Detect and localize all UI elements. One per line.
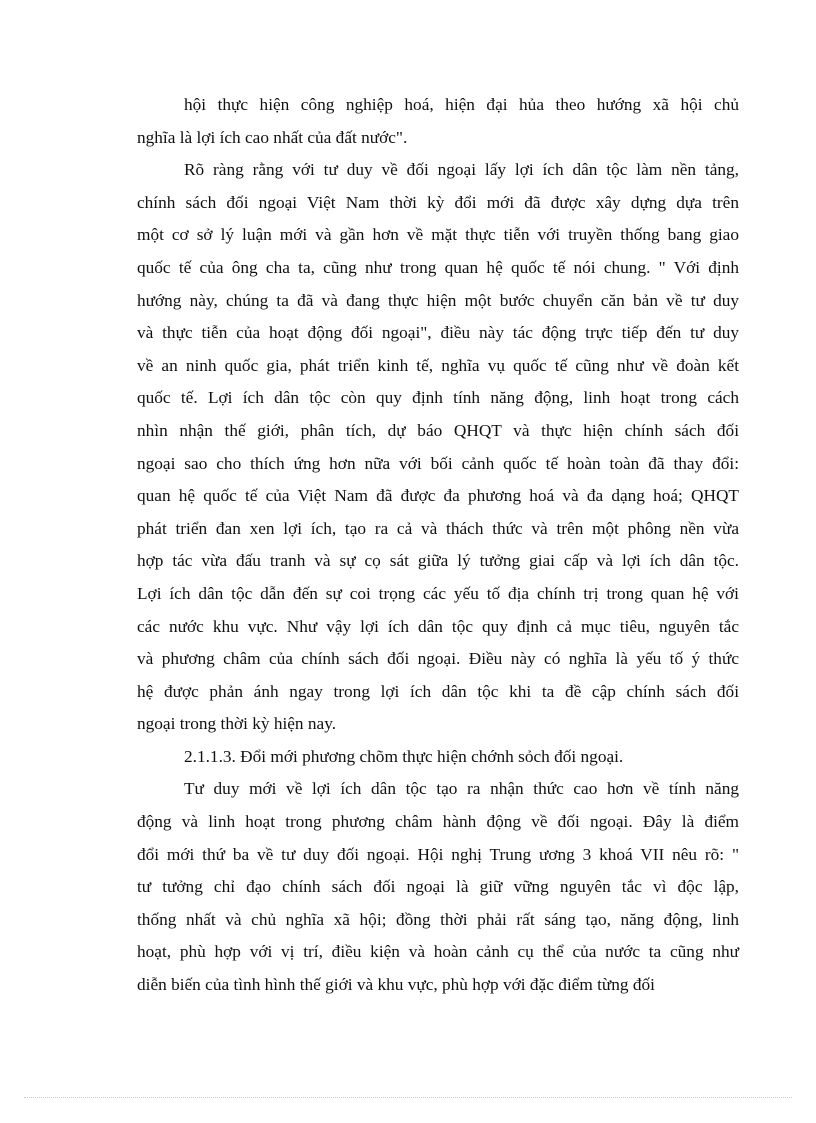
text-line: nhìn nhận thế giới, phân tích, dự báo QHQT và thực hiện chính sách đối [137, 420, 739, 440]
text-line: chính sách đối ngoại Việt Nam thời kỳ đổi mới đã được xây dựng dựa trên [137, 192, 739, 212]
text-line: tư tưởng chỉ đạo chính sách đối ngoại là giữ vững nguyên tắc vì độc lập, [137, 877, 739, 897]
text-line: và phương châm của chính sách đối ngoại. Điều này có nghĩa là yếu tố ý thức [137, 649, 739, 669]
text-line: Tư duy mới về lợi ích dân tộc tạo ra nhận thức cao hơn về tính năng [184, 779, 739, 799]
text-line: động và linh hoạt trong phương châm hành động về đối ngoại. Đây là điểm [137, 812, 739, 832]
text-line: đổi mới thứ ba về tư duy đối ngoại. Hội nghị Trung ương 3 khoá VII nêu rõ: " [137, 844, 739, 864]
text-line: thống nhất và chủ nghĩa xã hội; đồng thời phải rất sáng tạo, năng động, linh [137, 909, 739, 929]
text-line: hoạt, phù hợp với vị trí, điều kiện và hoàn cảnh cụ thể của nước ta cũng như [137, 942, 739, 962]
text-line: quan hệ quốc tế của Việt Nam đã được đa phương hoá và đa dạng hoá; QHQT [137, 486, 739, 506]
text-line: một cơ sở lý luận mới và gần hơn về mặt thực tiễn với truyền thống bang giao [137, 225, 739, 245]
text-line: các nước khu vực. Như vậy lợi ích dân tộc quy định cả mục tiêu, nguyên tắc [137, 616, 739, 636]
text-line: 2.1.1.3. Đổi mới phương chõm thực hiện chớnh sỏch đối ngoại. [184, 746, 624, 766]
text-line: nghĩa là lợi ích cao nhất của đất nước". [137, 127, 408, 147]
page-bottom-divider [24, 1097, 792, 1098]
text-line: hội thực hiện công nghiệp hoá, hiện đại hủa theo hướng xã hội chủ [184, 95, 739, 114]
text-line: quốc tế. Lợi ích dân tộc còn quy định tính năng động, linh hoạt trong cách [137, 388, 739, 408]
text-line: ngoại sao cho thích ứng hơn nữa với bối cảnh quốc tế hoàn toàn đã thay đổi: [137, 453, 739, 473]
text-line: hệ được phản ánh ngay trong lợi ích dân tộc khi ta đề cập chính sách đối [137, 681, 739, 701]
text-line: ngoại trong thời kỳ hiện nay. [137, 714, 337, 734]
text-line: về an ninh quốc gia, phát triển kinh tế, nghĩa vụ quốc tế cũng như về đoàn kết [137, 355, 739, 375]
text-line: quốc tế của ông cha ta, cũng như trong quan hệ quốc tế nói chung. " Với định [137, 257, 739, 277]
text-line: diễn biến của tình hình thế giới và khu vực, phù hợp với đặc điểm từng đối [137, 975, 655, 995]
text-line: hợp tác vừa đấu tranh và sự cọ sát giữa lý tưởng giai cấp và lợi ích dân tộc. [137, 551, 739, 571]
text-line: Rõ ràng rằng với tư duy về đối ngoại lấy lợi ích dân tộc làm nền tảng, [184, 160, 739, 180]
document-body [137, 89, 739, 1002]
text-line: và thực tiễn của hoạt động đối ngoại", điều này tác động trực tiếp đến tư duy [137, 323, 739, 343]
text-line: Lợi ích dân tộc dẫn đến sự coi trọng các yếu tố địa chính trị trong quan hệ với [137, 583, 739, 603]
text-line: phát triển đan xen lợi ích, tạo ra cả và thách thức và trên một phông nền vừa [137, 518, 739, 538]
text-line: hướng này, chúng ta đã và đang thực hiện một bước chuyển căn bản về tư duy [137, 290, 739, 310]
